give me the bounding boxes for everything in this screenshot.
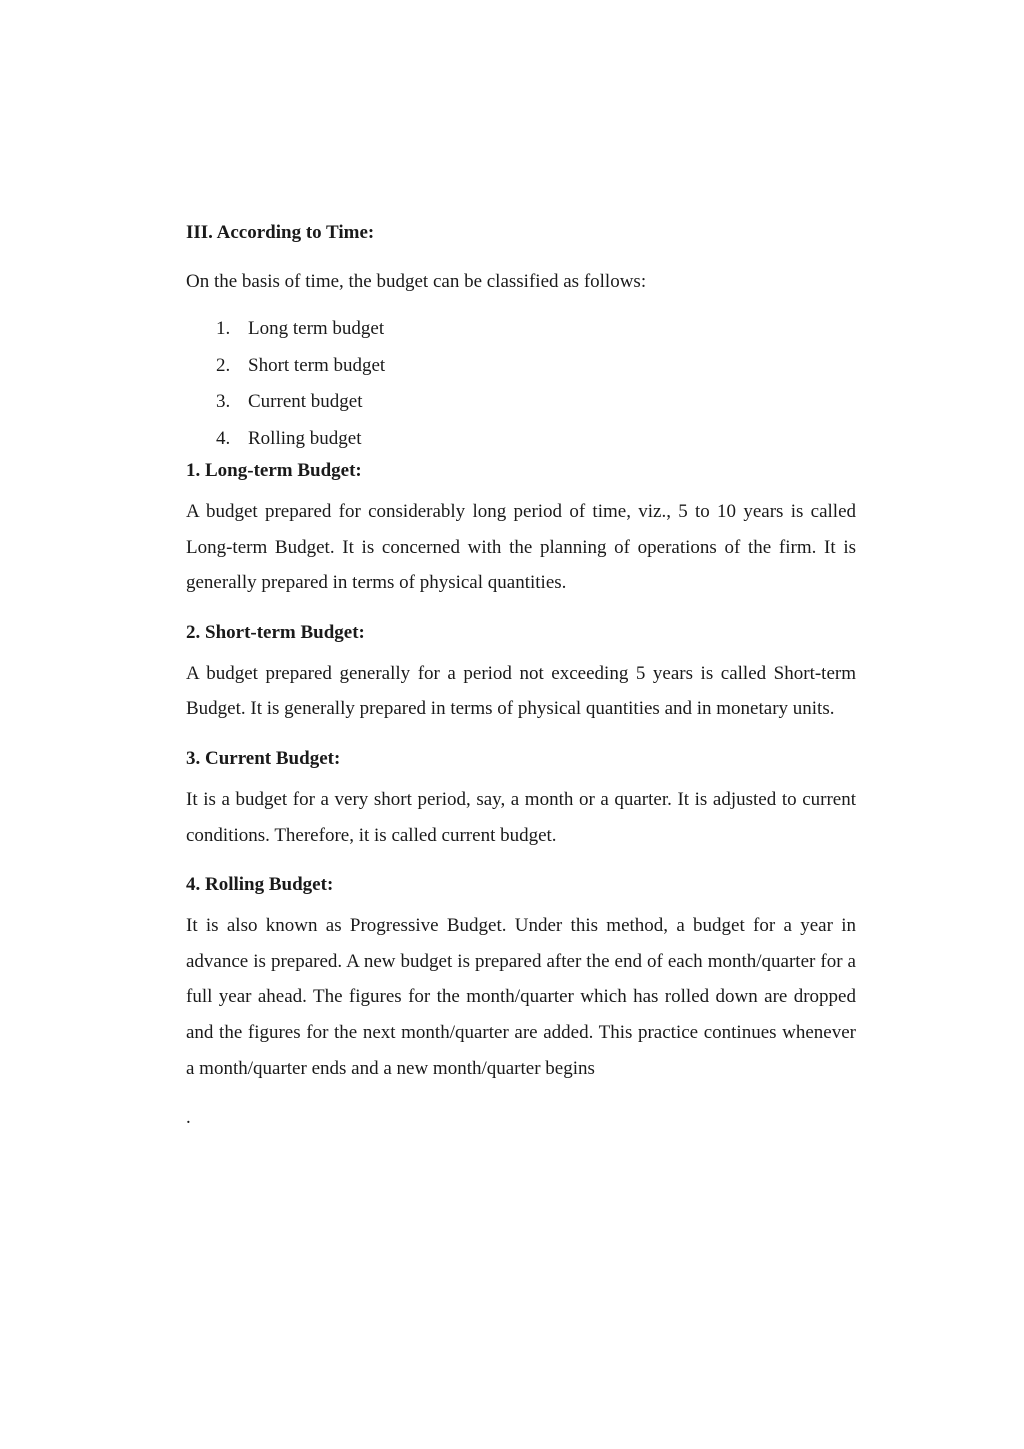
subsection-title-long-term: 1. Long-term Budget:	[186, 460, 362, 481]
list-item-number: 3.	[216, 391, 231, 412]
subsection-title-rolling: 4. Rolling Budget:	[186, 874, 334, 896]
section-intro: On the basis of time, the budget can be classified as follows:	[186, 271, 647, 292]
subsection-body-short-term: A budget prepared generally for a period not exceeding 5 years is called Short-term Budget. It is generally prepared in terms of physical quantities and in monetary units.	[186, 662, 856, 720]
list-item	[186, 421, 856, 458]
subsection-body-rolling: It is also known as Progressive Budget. Under this method, a budget for a year in advance is prepared. A new budget is prepared after the end of each month/quarter for a full year ahead. The figures for the month/quarter which has rolled down are dropped and the figures for the next month/quarter are added. This practice continues whenever a month/quarter ends and a new month/quarter begins	[186, 915, 856, 1079]
document-page	[186, 218, 856, 1128]
trailing-mark: .	[186, 1107, 191, 1129]
list-item	[186, 384, 856, 421]
list-item-number: 4.	[216, 427, 231, 449]
subsection-title-current: 3. Current Budget:	[186, 747, 341, 769]
list-item-number: 1.	[216, 318, 231, 339]
list-item-text: Short term budget	[248, 354, 386, 376]
list-item-text: Rolling budget	[248, 427, 362, 449]
list-item	[186, 311, 856, 348]
budget-type-list	[186, 311, 856, 457]
list-item-number: 2.	[216, 354, 231, 376]
section-title: III. According to Time:	[186, 222, 375, 243]
list-item	[186, 348, 856, 385]
subsection-body-current: It is a budget for a very short period, say, a month or a quarter. It is adjusted to current conditions. Therefore, it is called current budget.	[186, 788, 856, 846]
subsection-title-short-term: 2. Short-term Budget:	[186, 621, 365, 643]
list-item-text: Long term budget	[248, 318, 385, 339]
subsection-body-long-term: A budget prepared for considerably long period of time, viz., 5 to 10 years is called Long-term Budget. It is concerned with the planning of operations of the firm. It is generally prepared in terms of physical quantities.	[186, 501, 856, 594]
list-item-text: Current budget	[248, 391, 363, 412]
